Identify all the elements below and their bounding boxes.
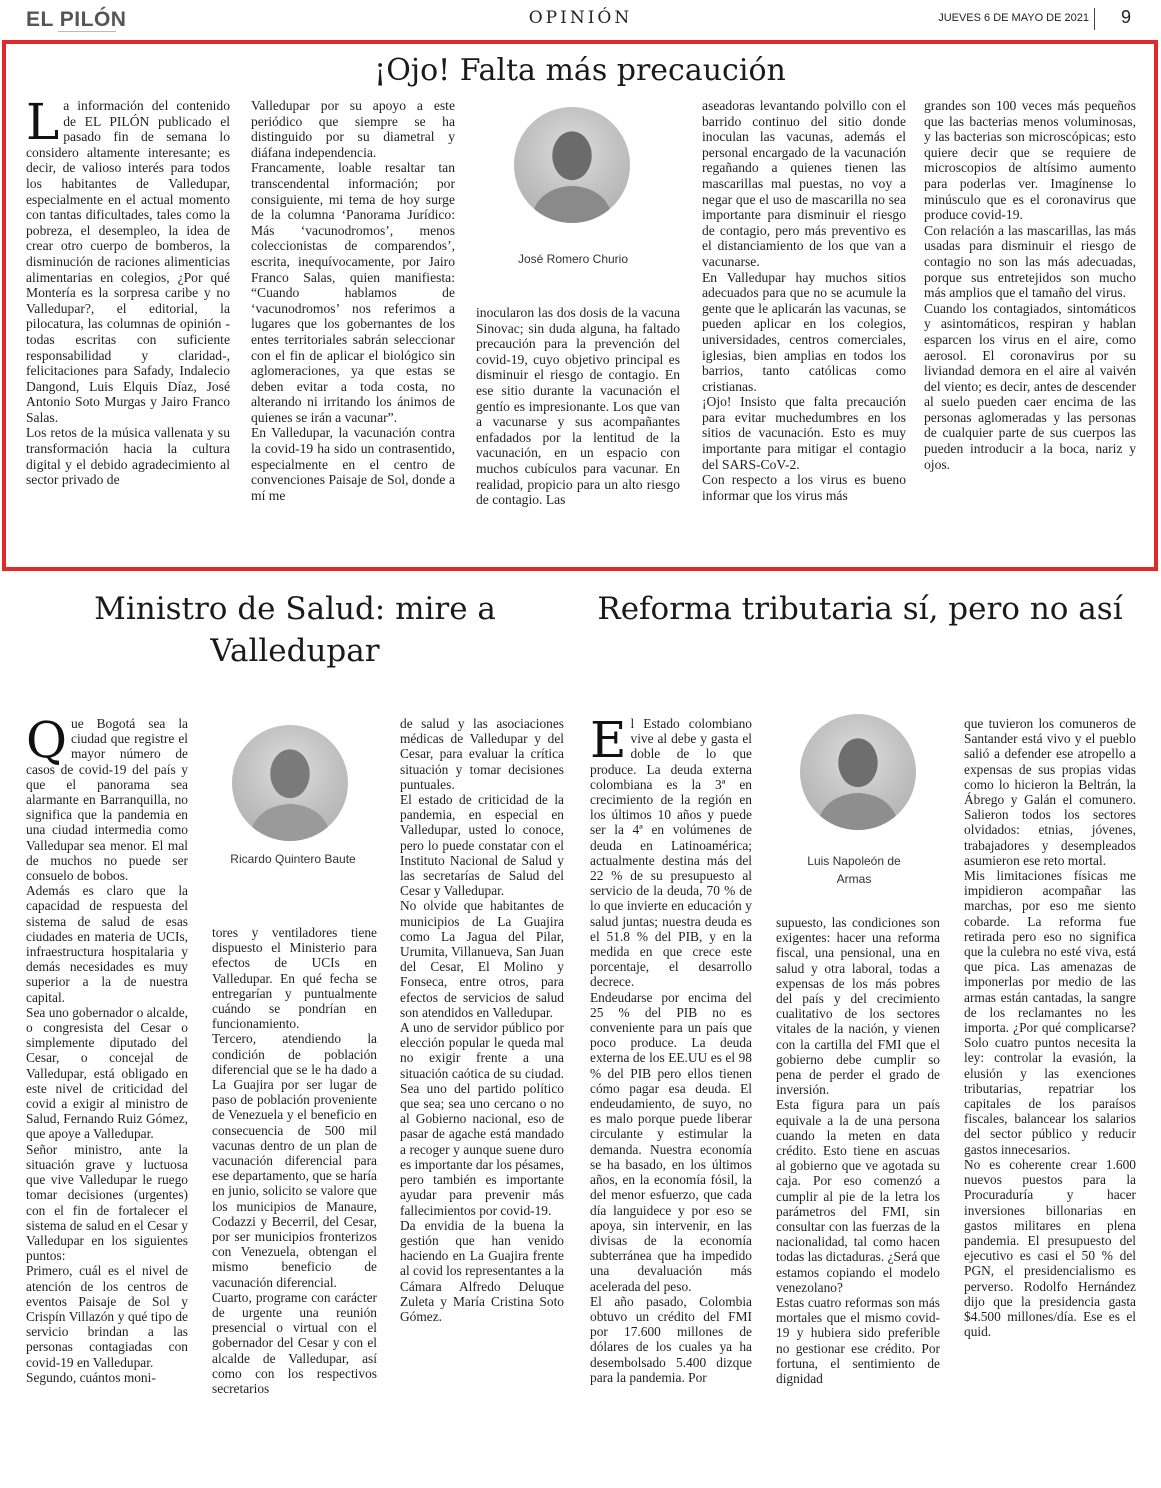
paragraph: Estas cuatro reformas son más mortales que el mismo covid-19 y hubiera sido preferible no gestionar ese crédito. Por fortuna, el sentimiento de dignidad bbox=[776, 1295, 940, 1387]
paragraph: Con relación a las mascarillas, las más usadas para disminuir el riesgo de contagio no son las más adecuadas, porque sus entretejidos son mucho más amplios que el tamaño del virus. bbox=[924, 222, 1136, 301]
paragraph: tores y ventiladores tiene dispuesto el Ministerio para efectos de UCIs en Valledupar. En qué fecha se entregarían y puntualmente cuándo se pondrían en funcionamiento. bbox=[212, 925, 377, 1032]
header-divider bbox=[1094, 8, 1095, 30]
drop-cap: Q bbox=[26, 711, 67, 769]
article-column bbox=[26, 93, 230, 488]
paragraph: Da envidia de la buena la gestión que han venido haciendo en La Guajira frente al covid los representantes a la Cámara Alfredo Deluque Zuleta y María Cristina Soto Gómez. bbox=[400, 1217, 564, 1324]
paragraph: En Valledupar hay muchos sitios adecuados para que no se acumule la gente que le aplicarán las vacunas, se pueden aplicar en los colegios, universidades, centros comerciales, iglesias, bien amplias en todos los barrios, tanto católicas como cristianas. bbox=[702, 269, 906, 394]
article-title: ¡Ojo! Falta más precaución bbox=[374, 53, 786, 88]
paragraph: Señor ministro, ante la situación grave y luctuosa que vive Valledupar le ruego tomar decisiones (urgentes) con el fin de fortalecer el sistema de salud en el Cesar y Valledupar en los siguientes puntos: bbox=[26, 1141, 188, 1264]
paragraph: No es coherente crear 1.600 nuevos puestos para la Procuraduría y hacer inversiones billonarias en gastos militares en plena pandemia. El presupuesto del ejecutivo es casi el 50 % del PGN, el presidencialismo es perverso. Rodolfo Hernández dijo que la presidencia gasta $4.500 millones/día. Ese es el quid. bbox=[964, 1156, 1136, 1340]
paragraph: ¡Ojo! Insisto que falta precaución para evitar muchedumbres en los sitios de vacunación. Esto es muy importante para mitigar el contagio del SARS-CoV-2. bbox=[702, 394, 906, 472]
paragraph: El estado de criticidad de la pandemia, en especial en Valledupar, usted lo conoce, pero lo puede constatar con el Instituto Nacional de Salud y las secretarías de Salud del Cesar y Valledupar. bbox=[400, 792, 564, 899]
person-silhouette-icon bbox=[514, 107, 630, 223]
paragraph: Sea uno gobernador o alcalde, o congresista del Cesar o simplemente diputado del Cesar, o concejal de Valledupar, está obligado en este nivel de criticidad del covid a exigir al ministro de Salud, Fernando Ruiz Gómez, que apoye a Valledupar. bbox=[26, 1004, 188, 1142]
paragraph: Primero, cuál es el nivel de atención de los centros de eventos Paisaje de Sol y Crispín Villazón y qué tipo de servicio brindan a las personas contagiadas con covid-19 en Valledupar. bbox=[26, 1263, 188, 1370]
person-silhouette-icon bbox=[800, 714, 916, 830]
paragraph: Segundo, cuántos moni- bbox=[26, 1369, 156, 1385]
article-column bbox=[400, 716, 564, 1324]
author-photo bbox=[232, 725, 348, 841]
paragraph: Tercero, atendiendo la condición de población diferencial que se le ha dado a La Guajira por ser lugar de paso de población proveniente de Venezuela y el beneficio en consecuencia de 500 mil vacunas dentro de un plan de vacunación diferencial para ese departamento, que se haría en junio, solicito se valore que los municipios de Manaure, Codazzi y Becerril, del Cesar, por ser municipios fronterizos con Venezuela, obtengan el mismo beneficio de vacunación diferencial. bbox=[212, 1031, 377, 1290]
author-photo bbox=[514, 107, 630, 223]
paragraph: a información del contenido de EL PILÓN publicado el pasado fin de semana lo considero altamente interesante; es decir, de valioso interés para todos los habitantes de Valledupar, especialmente en el actual momento con tantas dificultades, tales como la pobreza, el desempleo, la idea de crear otro cuerpo de bomberos, la disminución de raciones alimenticias alimentarias en colegios, ¿Por qué Montería es la sorpresa caribe y no Valledupar?, el editorial, la pilocatura, las columnas de opinión -todas escritas con suficiente responsabilidad y claridad-, felicitaciones para Safady, Indalecio Dangond, Luis Elquis Díaz, José Antonio Soto Murgas y Jairo Franco Salas. bbox=[26, 98, 230, 425]
paragraph: aseadoras levantando polvillo con el barrido continuo del sitio donde inoculan las vacunas, además el personal encargado de la vacunación regañando a quienes tienen las mascarillas mal puestas, no voy a negar que el uso de mascarilla no sea importante para disminuir el riesgo de contagio, pero más preventivo es el distanciamiento de los que van a vacunarse. bbox=[702, 98, 906, 269]
paragraph: l Estado colombiano vive al debe y gasta el doble de lo que produce. La deuda externa colombiana es la 3ª en crecimiento de la región en los últimos 10 años y puede ser la 4ª en volúmenes de deuda en Latinoamérica; actualmente destina más del 22 % de su presupuesto al servicio de la deuda, 70 % de lo que invierte en educación y salud juntas; nuestra deuda es el 51.8 % del PIB, y en la medida en que crece este porcentaje, el desarrollo decrece. bbox=[590, 716, 752, 990]
logo-underline bbox=[58, 31, 116, 32]
paragraph: Endeudarse por encima del 25 % del PIB no es conveniente para un país que poco produce. La deuda externa de los EE.UU es el 98 % del PIB pero ellos tienen cómo pagar esa deuda. El endeudamiento, de suyo, no es malo porque puede liberar circulante y estimular la demanda. Nuestra economía se ha basado, en los últimos años, en la economía fósil, la del menor esfuerzo, que cada día languidece y por eso se apoya, sin intervenir, en las divisas de la economía subterránea que ha impedido una devaluación más acelerada del peso. bbox=[590, 989, 752, 1294]
newspaper-logo: EL PILÓN bbox=[26, 8, 127, 31]
author-photo bbox=[800, 714, 916, 830]
paragraph: Esta figura para un país equivale a la de una persona cuando la meten en data crédito. Esto tiene en ascuas al gobierno que ve agotada su caja. Por eso comenzó a cumplir al pie de la letra los parámetros del FMI, sin consultar con las fuerzas de la nacionalidad, tal como hacen todas las dictaduras. ¿Será que estamos copiando el modelo venezolano? bbox=[776, 1097, 940, 1295]
article-title: Ministro de Salud: mire a Valledupar bbox=[94, 591, 496, 669]
paragraph: grandes son 100 veces más pequeños que las bacterias menos voluminosas, y las bacterias son microscópicas; esto quiere decir que se requiere de microscopios de altísimo aumento para poderlas ver. Imagínense lo minúsculo que es el coronavirus que produce covid-19. bbox=[924, 98, 1136, 223]
section-title: OPINIÓN bbox=[528, 8, 633, 28]
article-column bbox=[964, 716, 1136, 1339]
paragraph: Los retos de la música vallenata y su transformación hacia la cultura digital y el debido agradecimiento al sector privado de bbox=[26, 425, 230, 488]
drop-cap: L bbox=[26, 93, 60, 151]
article-column bbox=[476, 305, 680, 508]
paragraph: A uno de servidor público por elección popular le queda mal no exigir frente a una situación caótica de su ciudad. Sea uno del partido político que sea; sea uno cercano o no al Gobierno nacional, eso de pasar de agache está mandado a recoger y aunque suene duro es importante dar los pésames, pero también es importante ayudar para prevenir más fallecimientos por covid-19. bbox=[400, 1020, 564, 1218]
paragraph: de salud y las asociaciones médicas de Valledupar y del Cesar, para evaluar la crítica situación y tomar decisiones puntuales. bbox=[400, 716, 564, 792]
issue-date: JUEVES 6 DE MAYO DE 2021 bbox=[938, 12, 1089, 24]
paragraph: inocularon las dos dosis de la vacuna Sinovac; sin duda alguna, ha faltado precaución para la prevención del covid-19, cuyo objetivo principal es disminuir el riesgo de contagio. En ese sitio durante la vacunación el gentío es impresionante. Los que van a vacunarse y sus acompañantes enfadados por la lentitud de la vacunación, en un espacio con muchos cubículos para vacunar. En realidad, propicio para un alto riesgo de contagio. Las bbox=[476, 305, 680, 508]
person-silhouette-icon bbox=[232, 725, 348, 841]
paragraph: Además es claro que la capacidad de respuesta del sistema de salud de esas ciudades en materia de UCIs, infraestructura hospitalaria y demás necesidades es muy superior a la de nuestra capital. bbox=[26, 883, 188, 1005]
paragraph: Con respecto a los virus es bueno informar que los virus más bbox=[702, 472, 906, 503]
article-column bbox=[251, 98, 455, 503]
page-number: 9 bbox=[1120, 7, 1131, 27]
paragraph: ue Bogotá sea la ciudad que registre el mayor número de casos de covid-19 del país y que el panorama sea alarmante en Barranquilla, no significa que la pandemia en una ciudad intermedia como Valledupar sea menor. El mal de muchos no puede ser consuelo de bobos. bbox=[26, 716, 188, 884]
paragraph: Cuando los contagiados, sintomáticos y asintomáticos, respiran y hablan esparcen los virus en el aire, como aerosol. El coronavirus por su liviandad demora en el aire al vaivén del viento; es decir, antes de descender al suelo pueden caer encima de las personas aglomeradas y las personas de cualquier parte de sus cuerpos las pueden introducir a la boca, nariz y ojos. bbox=[924, 300, 1136, 472]
article-title: Reforma tributaria sí, pero no así bbox=[597, 591, 1123, 627]
article-column bbox=[26, 711, 188, 1385]
paragraph: Mis limitaciones físicas me impidieron acompañar las marchas, por eso me siento cobarde. La reforma fue retirada pero eso no significa que la culebra no esté viva, está que pica. Las amenazas de imponerlas por medio de las armas están cantadas, la sangre de los reclamantes no les importa. ¿Por qué complicarse? Solo cuatro puntos necesita la ley: controlar la evasión, la elusión y las exenciones tributarias, repatriar los capitales de los paraísos fiscales, balancear los salarios del sector público y reducir gastos innecesarios. bbox=[964, 868, 1136, 1157]
drop-cap: E bbox=[590, 711, 627, 769]
article-column bbox=[702, 98, 906, 503]
masthead bbox=[0, 0, 1161, 36]
paragraph: No olvide que habitantes de municipios de La Guajira como La Jagua del Pilar, Urumita, Villanueva, San Juan del Cesar, El Molino y Fonseca, entre otros, para efectos de servicios de salud son atendidos en Valledupar. bbox=[400, 898, 564, 1020]
paragraph: En Valledupar, la vacunación contra la covid-19 ha sido un contrasentido, especialmente en el centro de convenciones Paisaje de Sol, donde a mí me bbox=[251, 425, 455, 503]
article-column bbox=[590, 711, 752, 1385]
author-name: Luis Napoleón de Armas bbox=[807, 854, 901, 886]
paragraph: Francamente, loable resaltar tan transcendental información; por consiguiente, mi tema de hoy surge de la columna ‘Panorama Jurídico: Más ‘vacunodromos’, menos coleccionistas de comparendos’, escrita, inequívocamente, por Jairo Franco Salas, quien manifiesta: “Cuando hablamos de ‘vacunodromos’ nos referimos a lugares que los gobernantes de los entes territoriales sabrán seleccionar con el fin de aplicar el biológico sin aglomeraciones, ya que estas se deben evitar a toda costa, no alterando ni irritando los ánimos de quienes se irán a vacunar”. bbox=[251, 160, 455, 425]
author-name: José Romero Churio bbox=[517, 252, 629, 266]
article-column bbox=[924, 98, 1136, 472]
paragraph: El año pasado, Colombia obtuvo un crédito del FMI por 17.600 millones de dólares de los cuales ya ha desembolsado 5.400 dizque para la pandemia. Por bbox=[590, 1293, 752, 1385]
article-column bbox=[212, 925, 377, 1396]
paragraph: Valledupar por su apoyo a este periódico que siempre se ha distinguido por su diametral y diáfana independencia. bbox=[251, 98, 455, 160]
paragraph: que tuvieron los comuneros de Santander está vivo y el pueblo salió a defender ese atropello a expensas de sus propias vidas como lo hicieron la Beltrán, la Ábrego y Galán el comunero. Salieron todos los sectores olvidados: etnias, jóvenes, trabajadores y desempleados asumieron ese reto mortal. bbox=[964, 716, 1136, 868]
paragraph: Cuarto, programe con carácter de urgente una reunión presencial o virtual con el gobernador del Cesar y con el alcalde de Valledupar, así como con los respectivos secretarios bbox=[212, 1289, 377, 1397]
author-name: Ricardo Quintero Baute bbox=[230, 852, 356, 866]
article-column bbox=[776, 915, 940, 1386]
paragraph: supuesto, las condiciones son exigentes: hacer una reforma fiscal, una pensional, una en salud y otra laboral, todas a expensas de los más pobres del país y del crecimiento cualitativo de los sectores vitales de la nación, y vienen con la cartilla del FMI que el gobierno debe cumplir so pena de perder el grado de inversión. bbox=[776, 915, 940, 1098]
